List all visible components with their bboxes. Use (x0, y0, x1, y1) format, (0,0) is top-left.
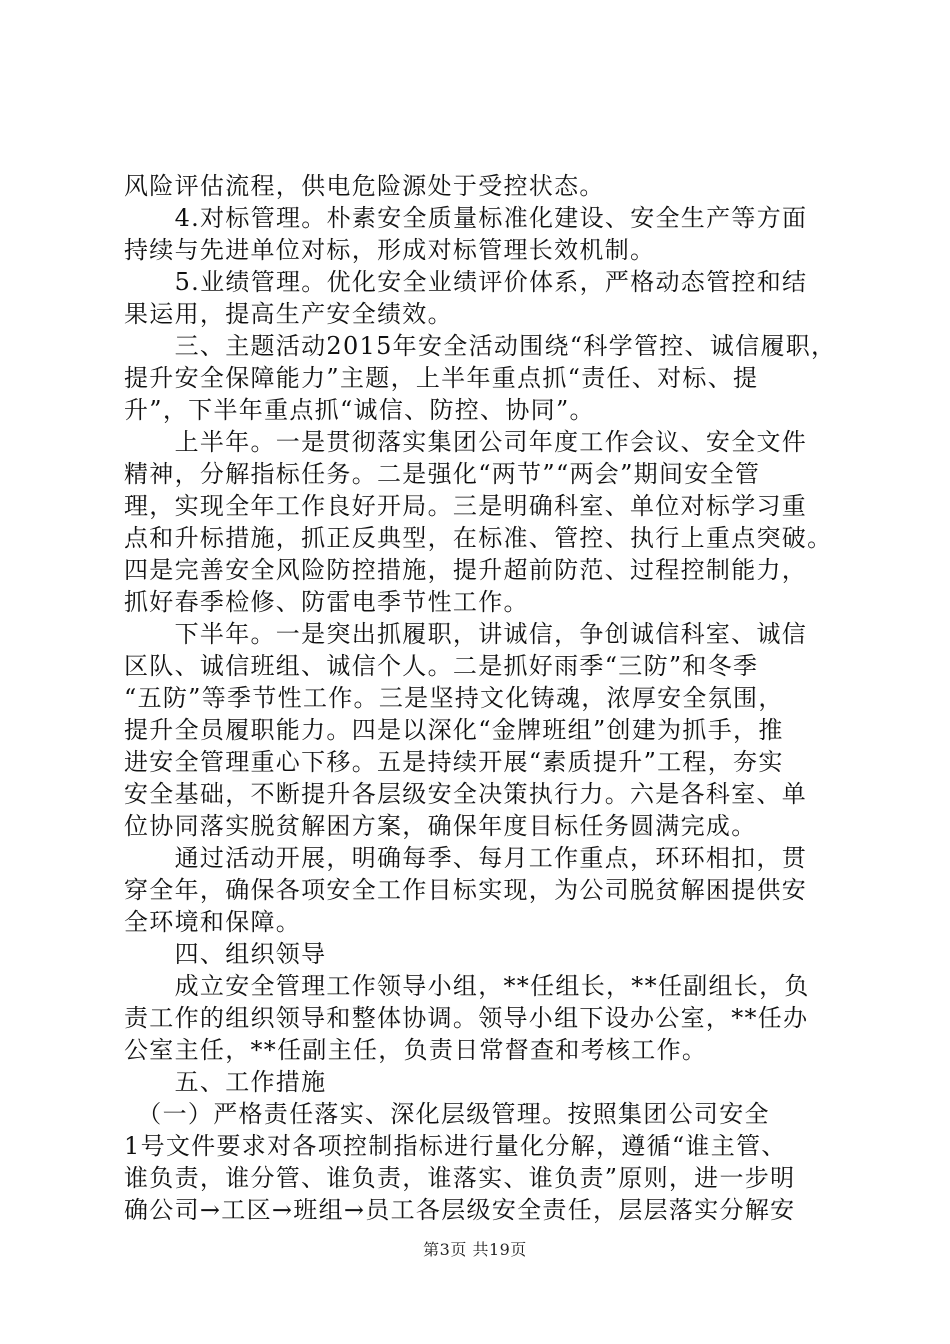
text-line: 理，实现全年工作良好开局。三是明确科室、单位对标学习重 (124, 492, 808, 520)
text-line: 成立安全管理工作领导小组，**任组长，**任副组长，负 (124, 972, 810, 1000)
text-line: 风险评估流程，供电危险源处于受控状态。 (124, 172, 605, 200)
text-line: 1号文件要求对各项控制指标进行量化分解，遵循“谁主管、 (124, 1132, 787, 1160)
text-line: 四是完善安全风险防控措施，提升超前防范、过程控制能力， (124, 556, 808, 584)
text-line: 升”，下半年重点抓“诚信、防控、协同”。 (124, 396, 595, 424)
text-line: 全环境和保障。 (124, 908, 302, 936)
page-number: 第3页 共19页 (423, 1240, 527, 1259)
text-line: （一）严格责任落实、深化层级管理。按照集团公司安全 (124, 1100, 770, 1128)
text-line: 持续与先进单位对标，形成对标管理长效机制。 (124, 236, 656, 264)
text-line: 果运用，提高生产安全绩效。 (124, 300, 453, 328)
text-line: 点和升标措施，抓正反典型，在标准、管控、执行上重点突破。 (124, 524, 833, 552)
text-line: 精神，分解指标任务。二是强化“两节”“两会”期间安全管 (124, 460, 761, 488)
text-line: 下半年。一是突出抓履职，讲诚信，争创诚信科室、诚信 (124, 620, 808, 648)
text-line: “五防”等季节性工作。三是坚持文化铸魂，浓厚安全氛围， (124, 684, 784, 712)
text-line: 五、工作措施 (124, 1068, 327, 1096)
text-line: 位协同落实脱贫解困方案，确保年度目标任务圆满完成。 (124, 812, 757, 840)
text-line: 4.对标管理。朴素安全质量标准化建设、安全生产等方面 (124, 204, 808, 232)
text-line: 提升安全保障能力”主题，上半年重点抓“责任、对标、提 (124, 364, 759, 392)
text-line: 穿全年，确保各项安全工作目标实现，为公司脱贫解困提供安 (124, 876, 808, 904)
text-line: 上半年。一是贯彻落实集团公司年度工作会议、安全文件 (124, 428, 808, 456)
text-line: 四、组织领导 (124, 940, 327, 968)
text-line: 提升全员履职能力。四是以深化“金牌班组”创建为抓手，推 (124, 716, 784, 744)
text-line: 安全基础，不断提升各层级安全决策执行力。六是各科室、单 (124, 780, 808, 808)
text-line: 抓好春季检修、防雷电季节性工作。 (124, 588, 529, 616)
text-line: 确公司→工区→班组→员工各层级安全责任，层层落实分解安 (124, 1196, 796, 1224)
text-line: 进安全管理重心下移。五是持续开展“素质提升”工程，夯实 (124, 748, 784, 776)
text-line: 谁负责，谁分管、谁负责，谁落实、谁负责”原则，进一步明 (124, 1164, 796, 1192)
text-line: 区队、诚信班组、诚信个人。二是抓好雨季“三防”和冬季 (124, 652, 759, 680)
document-body (124, 170, 837, 1226)
text-line: 责工作的组织领导和整体协调。领导小组下设办公室，**任办 (124, 1004, 809, 1032)
text-line: 5.业绩管理。优化安全业绩评价体系，严格动态管控和结 (124, 268, 808, 296)
text-line: 三、主题活动2015年安全活动围绕“科学管控、诚信履职， (124, 332, 837, 360)
text-line: 通过活动开展，明确每季、每月工作重点，环环相扣，贯 (124, 844, 808, 872)
text-line: 公室主任，**任副主任，负责日常督查和考核工作。 (124, 1036, 708, 1064)
